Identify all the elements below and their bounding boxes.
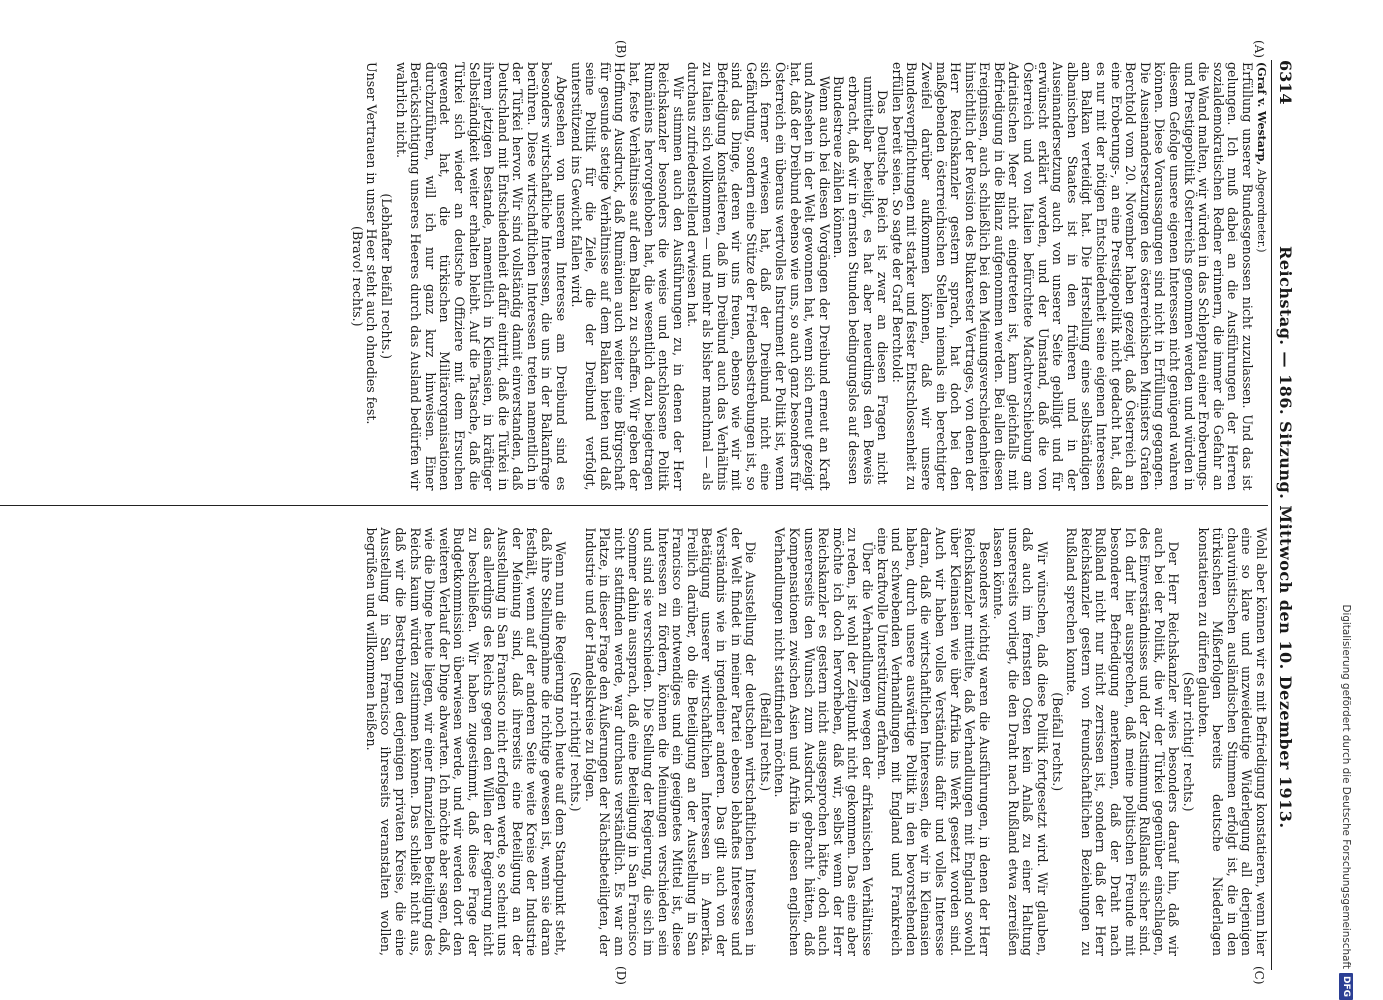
applause-note: (Lebhafter Beifall rechts.) bbox=[378, 193, 394, 360]
paragraph: Besonders wichtig waren die Ausführungen, in denen der Herr Reichskanzler mitteilte, daß Verhandlungen mit England sowohl über Kleinasien wie über Afrika ins Werk gesetzt worden sind. Auch wir haben volles Verständnis dafür und volles Interesse daran, daß die wirtschaftlichen Interessen, die wir in Kleinasien haben, durch unsere auswärtige Politik in den bevorstehenden und schwebenden Verhandlungen mit England und Frankreich eine kraftvolle Unterstützung erfahren. bbox=[874, 527, 992, 956]
applause-note: (Beifall rechts.) bbox=[757, 692, 773, 792]
speaker-line bbox=[1255, 62, 1268, 491]
paragraph: Abgesehen von unserem Interesse am Dreibund sind es besonders wirtschaftliche Interessen, die uns in der Balkanfrage berühren. Diese wirtschaftlichen Interessen treten namentlich in der Türkei hervor. Wir sind vollständig damit einverstanden, daß Deutschland mit Entschiedenheit dafür eintritt, daß die Türkei in ihrem jetzigen Bestande, namentlich in Kleinasien, in kräftiger Selbständigkeit weiter erhalten bleibt. Auf die Tatsache, daß die Türkei sich wieder an deutsche Offiziere mit dem Ersuchen gewendet hat, die türkischen Militärorganisationen durchzuführen, will ich nur ganz kurz hinweisen. Einer Berücksichtigung unseres Heeres durch das Ausland bedürfen wir wahrlich nicht. bbox=[393, 62, 570, 491]
paragraph: Wohl aber können wir es mit Befriedigung konstatieren, wenn hier eine so klare und unzweideutige Widerlegung all derjenigen chauvinistischen ausländischen Stimmen erfolgt ist, die in den türkischen Mißerfolgen bereits deutsche Niederlagen konstatieren zu dürfen glaubten. bbox=[1195, 527, 1269, 956]
paragraph: Wir stimmen auch den Ausführungen zu, in denen der Herr Reichskanzler besonders die weise und entschlossene Politik Rumäniens hervorgehoben hat, die wesentlich dazu beigetragen hat, feste Verhältnisse auf dem Balkan zu schaffen. Wir geben der Hoffnung Ausdruck, daß Rumänien auch weiter eine Bürgschaft für gesunde stetige Verhältnisse auf dem Balkan bieten und daß seine Politik für die Ziele, die der Dreibund verfolgt, unterstützend ins Gewicht fallen wird. bbox=[568, 62, 686, 491]
speaker-role: Abgeordneter.) bbox=[1255, 168, 1268, 253]
paragraph: Über die Verhandlungen wegen der afrikanischen Verhältnisse zu reden, ist wohl der Zeitpunkt nicht gekommen. Das eine aber möchte ich doch hervorheben, daß wir, selbst wenn der Herr Reichskanzler es gestern nicht ausgesprochen hätte, doch auch unsererseits den Wunsch zum Ausdruck gebracht hätten, daß Kompensationen zwischen Asien und Afrika in diesen englischen Verhandlungen nicht stattfinden möchten. bbox=[772, 527, 875, 956]
applause-note: (Beifall rechts.) bbox=[1049, 692, 1065, 792]
margin-marker-c: (C) bbox=[1252, 966, 1266, 985]
margin-marker-a: (A) bbox=[1252, 40, 1266, 59]
paragraph: Unser Vertrauen in unser Heer steht auch ohnedies fest. bbox=[364, 62, 380, 425]
digitization-sidebar bbox=[1330, 0, 1383, 1000]
page-number: 6314 bbox=[1276, 60, 1295, 105]
paragraph: Erfüllung unserer Bundesgenossen nicht zuzulassen. Und das ist gelungen. Ich muß dabei an die Ausführungen der Herren sozialdemokratischen Redner erinnern, die immer die Gefahr an die Wand malten, wir würden in das Schlepptau einer Eroberungs- und Prestigepolitik Österreichs genommen werden und würden in diesem Gefolge unsere eigenen Interessen nicht genügend wahren können. Diese Voraussagungen sind nicht in Erfüllung gegangen. Die Auseinandersetzungen des österreichischen Ministers Grafen Berchtold vom 20. November haben gezeigt, daß Österreich an eine Eroberungs-, an eine Prestigepolitik nicht gedacht hat, daß es nur mit der nötigen Entschiedenheit seine eigenen Interessen am Balkan verteidigt hat. Die Herstellung eines selbständigen albanischen Staates ist in den früheren und in der Auseinandersetzung auch von unserer Seite gebilligt und für erwünscht erklärt worden, und der Umstand, daß die von Österreich und von Italien befürchtete Machtverschiebung am Adriatischen Meer nicht eingetreten ist, kann gleichfalls mit Befriedigung in die Bilanz aufgenommen werden. Bei allen diesen Ereignissen, auch schließlich bei den Meinungsverschiedenheiten hinsichtlich der Revision des Bukarester Vertrages, von denen der Herr Reichskanzler gestern sprach, hat doch bei den maßgebenden österreichischen Stellen niemals ein berechtigter Zweifel darüber aufkommen können, daß wir unsere Bundesverpflichtungen mit starker und fester Entschlossenheit zu erfüllen bereit seien. So sagte der Graf Berchtold: bbox=[889, 62, 1255, 491]
speaker-name: (Graf v. Westarp, bbox=[1255, 62, 1268, 166]
margin-marker-d: (D) bbox=[614, 966, 628, 985]
applause-note: (Sehr richtig! rechts.) bbox=[568, 671, 584, 812]
digitization-credit bbox=[1332, 0, 1360, 1000]
column-right bbox=[0, 505, 1269, 985]
running-title: Reichstag. — 186. Sitzung. Mittwoch den 10. Dezember 1913. bbox=[1276, 246, 1295, 829]
applause-note: (Sehr richtig! rechts.) bbox=[1181, 671, 1197, 812]
text-columns bbox=[0, 40, 1269, 985]
paragraph: Wenn auch bei diesen Vorgängen der Dreibund erneut an Kraft und Ansehen in der Welt gewonnen hat, wenn sich erneut gezeigt hat, daß der Dreibund ebenso wie uns, so auch ganz besonders für Österreich ein überaus wertvolles Instrument der Politik ist, wenn sich ferner erwiesen hat, daß der Dreibund nicht eine Gefährdung, sondern eine Stütze der Friedensbestrebungen ist, so sind das Dinge, deren wir uns freuen, ebenso wie wir mit Befriedigung konstatieren, daß im Dreibund auch das Verhältnis zu Italien sich vollkommen — und mehr als bisher manchmal — als durchaus zufriedenstellend erwiesen hat. bbox=[685, 62, 832, 491]
dfg-logo-icon: DFG bbox=[1339, 973, 1353, 1000]
paragraph: Wenn nun die Regierung noch heute auf dem Standpunkt steht, daß ihre Stellungnahme die richtige gewesen ist, wenn sie daran festhält, wenn auf der anderen Seite weite Kreise der Industrie der Meinung sind, daß ihrerseits eine Beteiligung an der Ausstellung in San Francisco nicht erfolgen werde, so scheint uns das allerdings des Reichs gegen den Willen der Regierung nicht zu beschließen. Wir haben zugestimmt, daß diese Frage der Budgetkommission überwiesen werde, und wir werden dort den weiteren Verlauf der Dinge abwarten. Ich möchte aber sagen, daß, wie die Dinge heute liegen, wir einer finanziellen Beteiligung des Reichs kaum würden zustimmen können. Das schließt nicht aus, daß wir die Bestrebungen derjenigen privaten Kreise, die eine Ausstellung in San Francisco ihrerseits veranstalten wollen, begrüßen und willkommen heißen. bbox=[363, 527, 569, 956]
paragraph: Der Herr Reichskanzler wies besonders darauf hin, daß wir auch bei der Politik, die wir der Türkei gegenüber einschlagen, des Einverständnisses und der Zustimmung Rußlands sicher sind. Ich darf hier aussprechen, daß meine politischen Freunde mit besonderer Befriedigung anerkennen, daß der Draht nach Rußland nicht nur nicht zerrissen ist, sondern daß der Herr Reichskanzler gestern von freundschaftlichen Beziehungen zu Rußland sprechen konnte. bbox=[1064, 527, 1182, 956]
margin-marker-b: (B) bbox=[614, 40, 628, 59]
page-header bbox=[1271, 60, 1310, 970]
column-left bbox=[0, 40, 1268, 505]
paragraph: Die Ausstellung der deutschen wirtschaftlichen Interessen in der Welt findet in meiner Partei ebenso lebhaftes Interesse und Verständnis wie in irgendeiner anderen. Das gilt auch von der Betätigung unserer wirtschaftlichen Interessen in Amerika. Freilich darüber, ob die Beteiligung an der Ausstellung in San Francisco ein notwendiges und ein geeignetes Mittel ist, diese Interessen zu fördern, können die Meinungen verschieden sein und sind sie verschieden. Die Stellung der Regierung, die sich im Sommer dahin aussprach, daß eine Beteiligung in San Francisco nicht stattfinden werde, war durchaus verständlich. Es war am Platze, in dieser Frage den Äußerungen der Nächstbeteiligten, der Industrie und der Handelskreise zu folgen. bbox=[582, 527, 759, 956]
paragraph: Wir wünschen, daß diese Politik fortgesetzt wird. Wir glauben, daß auch im fernsten Osten kein Anlaß zu einer Haltung unsererseits vorliegt, die den Draht nach Rußland etwa zerreißen lassen könnte. bbox=[991, 527, 1051, 956]
credit-text: Digitalisierung gefördert durch die Deutsche Forschungsgemeinschaft bbox=[1340, 604, 1352, 969]
quote-paragraph: Das Deutsche Reich ist zwar an diesen Fragen nicht unmittelbar beteiligt, es hat aber neuerdings den Beweis erbracht, daß wir in ernsten Stunden bedingungslos auf dessen Bundestreue zählen können. bbox=[831, 76, 891, 485]
applause-note: (Bravo! rechts.) bbox=[349, 225, 365, 327]
